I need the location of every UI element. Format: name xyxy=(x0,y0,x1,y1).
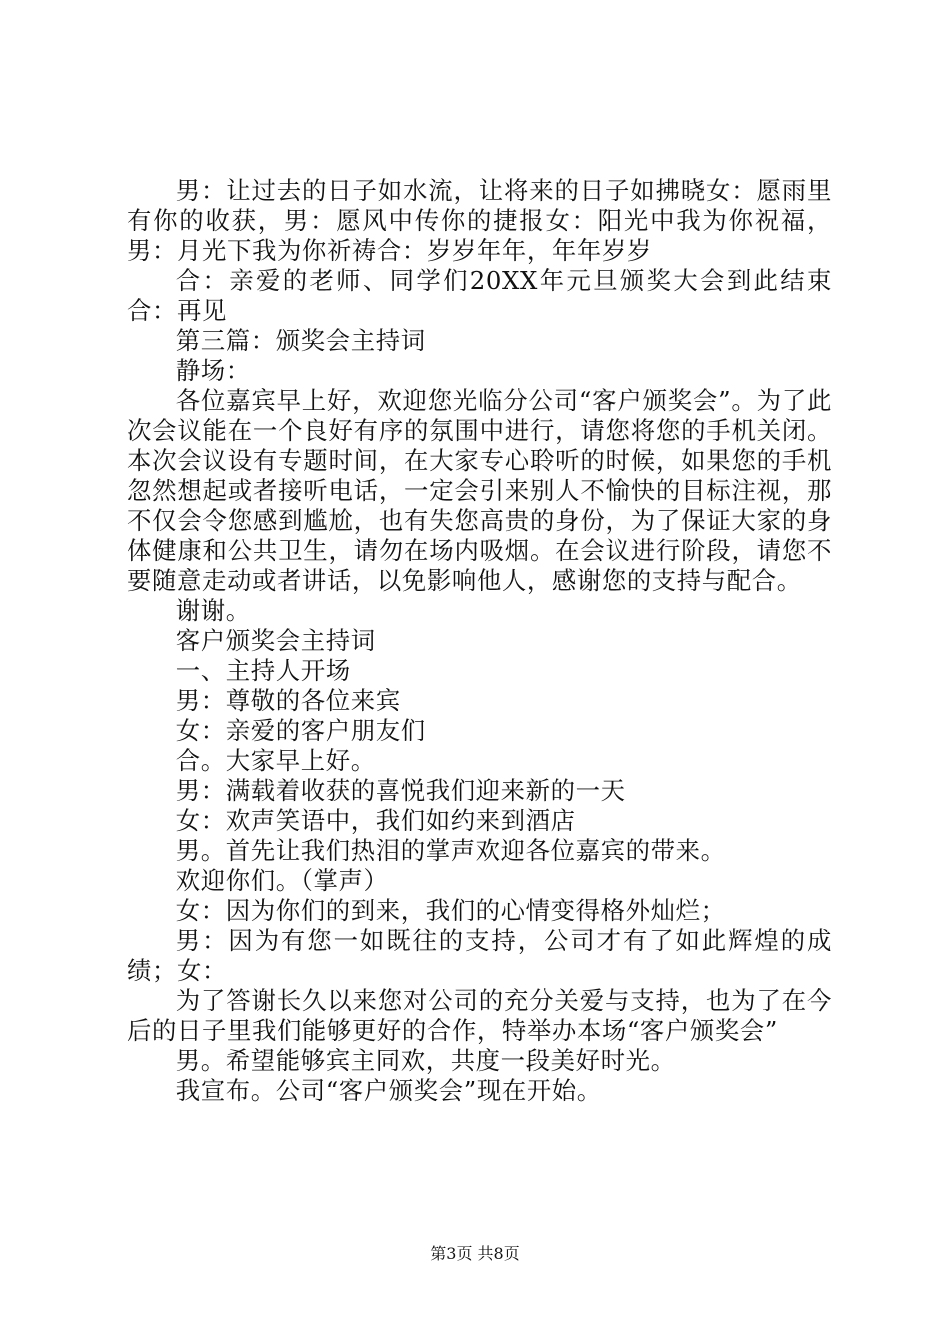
paragraph: 女：欢声笑语中，我们如约来到酒店 xyxy=(175,806,576,835)
paragraph: 各位嘉宾早上好，欢迎您光临分公司“客户颁奖会”。为了此次会议能在一个良好有序的氛围中进行，请您将您的手机关闭。本次会议设有专题时间，在大家专心聆听的时候，如果您的手机忽然想起或者接听电话，一定会引来别人不愉快的目标注视，那不仅会令您感到尴尬，也有失您高贵的身份，为了保证大家的身体健康和公共卫生，请勿在场内吸烟。在会议进行阶段，请您不要随意走动或者讲话，以免影响他人，感谢您的支持与配合。 xyxy=(127,386,832,595)
paragraph: 男：尊敬的各位来宾 xyxy=(175,686,401,715)
paragraph: 男：因为有您一如既往的支持，公司才有了如此辉煌的成绩；女： xyxy=(127,926,832,985)
paragraph: 男：让过去的日子如水流，让将来的日子如拂晓女：愿雨里有你的收获，男：愿风中传你的捷报女：阳光中我为你祝福，男：月光下我为你祈祷合：岁岁年年，年年岁岁 xyxy=(127,176,832,265)
section-heading: 第三篇：颁奖会主持词 xyxy=(175,326,426,355)
paragraph: 男：满载着收获的喜悦我们迎来新的一天 xyxy=(175,776,626,805)
paragraph: 合：亲爱的老师、同学们20XX年元旦颁奖大会到此结束合：再见 xyxy=(127,266,832,325)
paragraph: 男。希望能够宾主同欢，共度一段美好时光。 xyxy=(175,1046,676,1075)
page-number-footer: 第3页 共8页 xyxy=(430,1244,520,1263)
paragraph: 欢迎你们。（掌声） xyxy=(175,866,389,895)
paragraph: 谢谢。 xyxy=(175,596,251,625)
paragraph: 女：因为你们的到来，我们的心情变得格外灿烂； xyxy=(175,896,726,925)
paragraph: 客户颁奖会主持词 xyxy=(175,626,376,655)
paragraph: 我宣布。公司“客户颁奖会”现在开始。 xyxy=(175,1076,602,1105)
paragraph: 女：亲爱的客户朋友们 xyxy=(175,716,426,745)
paragraph: 男。首先让我们热泪的掌声欢迎各位嘉宾的带来。 xyxy=(175,836,726,865)
paragraph: 一、主持人开场 xyxy=(175,656,351,685)
paragraph: 静场： xyxy=(175,356,251,385)
document-body xyxy=(127,176,832,1106)
paragraph: 合。大家早上好。 xyxy=(175,746,376,775)
paragraph: 为了答谢长久以来您对公司的充分关爱与支持，也为了在今后的日子里我们能够更好的合作，特举办本场“客户颁奖会” xyxy=(127,986,832,1045)
